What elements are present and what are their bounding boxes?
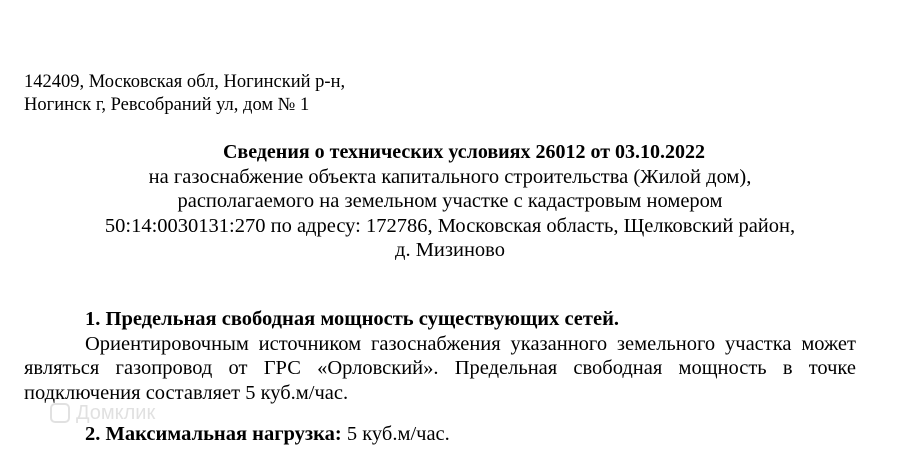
heading-line-1: на газоснабжение объекта капитального строительства (Жилой дом), — [148, 165, 752, 188]
section-1-text: Ориентировочным источником газоснабжения указанного земельного участка может являться газопровод от ГРС «Орловский». Предельная свободная мощность в точке подключения составляет 5 куб.м/час. — [24, 332, 856, 404]
address-line-2: Ногинск г, Ревсобраний ул, дом № 1 — [24, 95, 310, 115]
address-line-1: 142409, Московская обл, Ногинский р-н, — [24, 72, 346, 92]
section-1-title: 1. Предельная свободная мощность существующих сетей. — [85, 308, 620, 330]
domclick-logo-icon — [50, 403, 70, 423]
section-2-label: 2. Максимальная нагрузка: — [85, 423, 342, 445]
domclick-watermark — [50, 400, 210, 426]
document-title: Сведения о технических условиях 26012 от 03.10.2022 — [222, 141, 706, 163]
heading-line-2: располагаемого на земельном участке с кадастровым номером — [177, 190, 723, 212]
section-2-value: 5 куб.м/час. — [346, 423, 450, 445]
heading-line-3: 50:14:0030131:270 по адресу: 172786, Московская область, Щелковский район, — [104, 214, 796, 237]
section-free-capacity — [24, 307, 856, 405]
heading-line-4: д. Мизиново — [395, 239, 505, 261]
watermark-logo-text: Домклик — [76, 402, 156, 424]
recipient-address — [24, 71, 345, 117]
document-heading — [0, 140, 900, 263]
